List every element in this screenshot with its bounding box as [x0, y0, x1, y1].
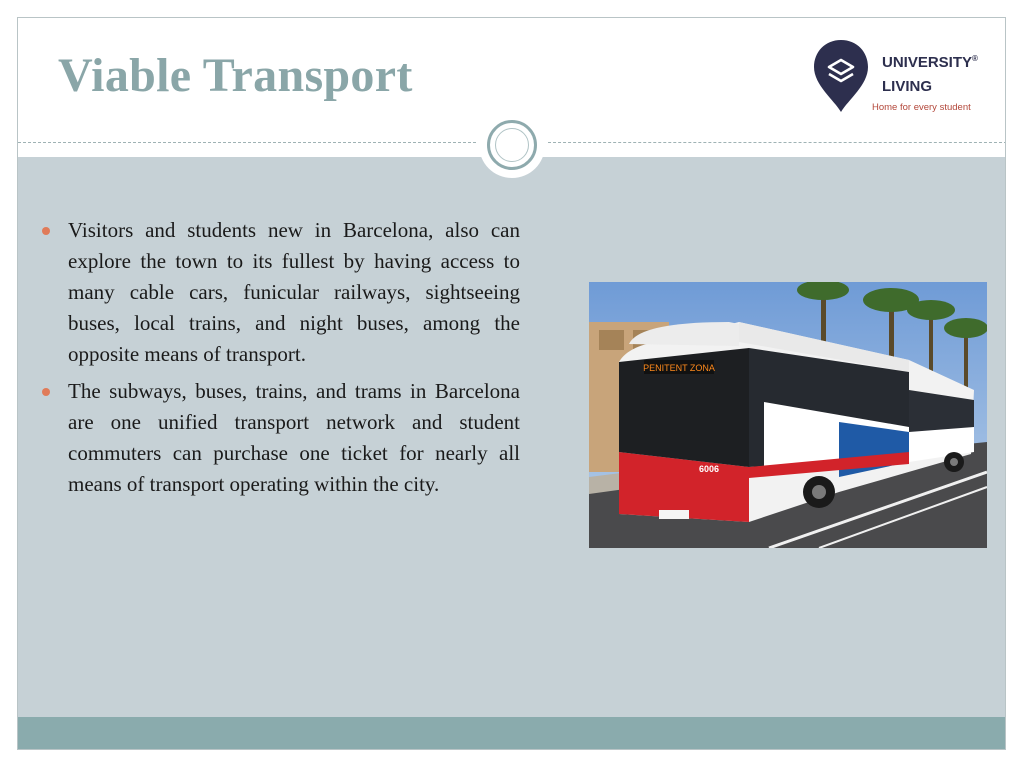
bullet-text: Visitors and students new in Barcelona, also can explore the town to its fullest by having access to many cable cars, funicular railways, sightseeing buses, local trains, and night buses, among the opposite means of transport.: [68, 218, 520, 366]
bullet-item: [40, 215, 520, 370]
bus-destination-sign: PENITENT ZONA: [643, 363, 715, 373]
circle-ornament-icon: [479, 112, 545, 178]
bus-photo: [589, 282, 987, 548]
university-living-logo: [812, 38, 987, 118]
bus-number: 6006: [698, 464, 720, 474]
slide: [17, 17, 1006, 750]
registered-mark: ®: [972, 54, 978, 63]
bullet-text: The subways, buses, trains, and trams in Barcelona are one unified transport network and student commuters can purchase one ticket for nearly all means of transport operating within the city.: [68, 379, 520, 496]
header-divider-right: [548, 142, 1006, 143]
dot-bullet-icon: [42, 227, 50, 235]
logo-line1: UNIVERSITY®: [882, 54, 978, 71]
bullet-item: [40, 376, 520, 500]
logo-line2: LIVING: [882, 78, 933, 95]
content-area: [18, 157, 1005, 717]
header-divider-left: [18, 142, 476, 143]
slide-footer-bar: [18, 717, 1005, 750]
dot-bullet-icon: [42, 388, 50, 396]
logo-tagline: Home for every student: [872, 102, 971, 113]
location-pin-icon: [812, 38, 870, 114]
slide-title: Viable Transport: [58, 49, 413, 102]
bullet-list: [40, 215, 520, 506]
